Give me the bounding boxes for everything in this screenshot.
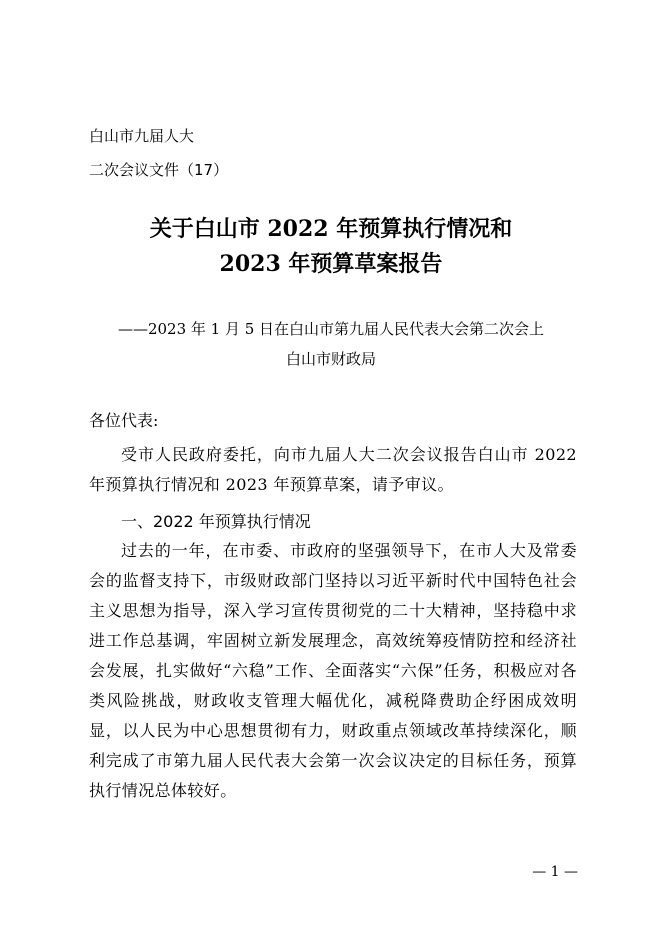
section-heading-1: 一、2022 年预算执行情况 xyxy=(121,512,311,531)
document-title-line-1: 关于白山市 2022 年预算执行情况和 xyxy=(149,216,513,242)
document-header-file-number: 二次会议文件（17） xyxy=(89,161,229,179)
section-1-paragraph: 过去的一年，在市委、市政府的坚强领导下，在市人大及常委会的监督支持下，市级财政部门坚持以习近平新时代中国特色社会主义思想为指导，深入学习宣传贯彻党的二十大精神，坚持稳中求进工作总基调，牢固树立新发展理念，高效统筹疫情防控和经济社会发展，扎实做好“六稳”工作、全面落实“六保”任务，积极应对各类风险挑战，财政收支管理大幅优化，减税降费助企纾困成效明显，以人民为中心思想贯彻有力，财政重点领域改革持续深化，顺利完成了市第九届人民代表大会第一次会议决定的目标任务，预算执行情况总体较好。 xyxy=(89,541,577,800)
document-occasion: ——2023 年 1 月 5 日在白山市第九届人民代表大会第二次会上 xyxy=(117,320,545,338)
intro-paragraph: 受市人民政府委托，向市九届人大二次会议报告白山市 2022 年预算执行情况和 2023 年预算草案，请予审议。 xyxy=(89,445,577,494)
document-header-congress: 白山市九届人大 xyxy=(89,127,195,145)
document-title-line-2: 2023 年预算草案报告 xyxy=(219,251,443,277)
greeting: 各位代表: xyxy=(89,411,159,430)
page-number: — 1 — xyxy=(532,864,578,880)
document-author: 白山市财政局 xyxy=(285,350,376,368)
